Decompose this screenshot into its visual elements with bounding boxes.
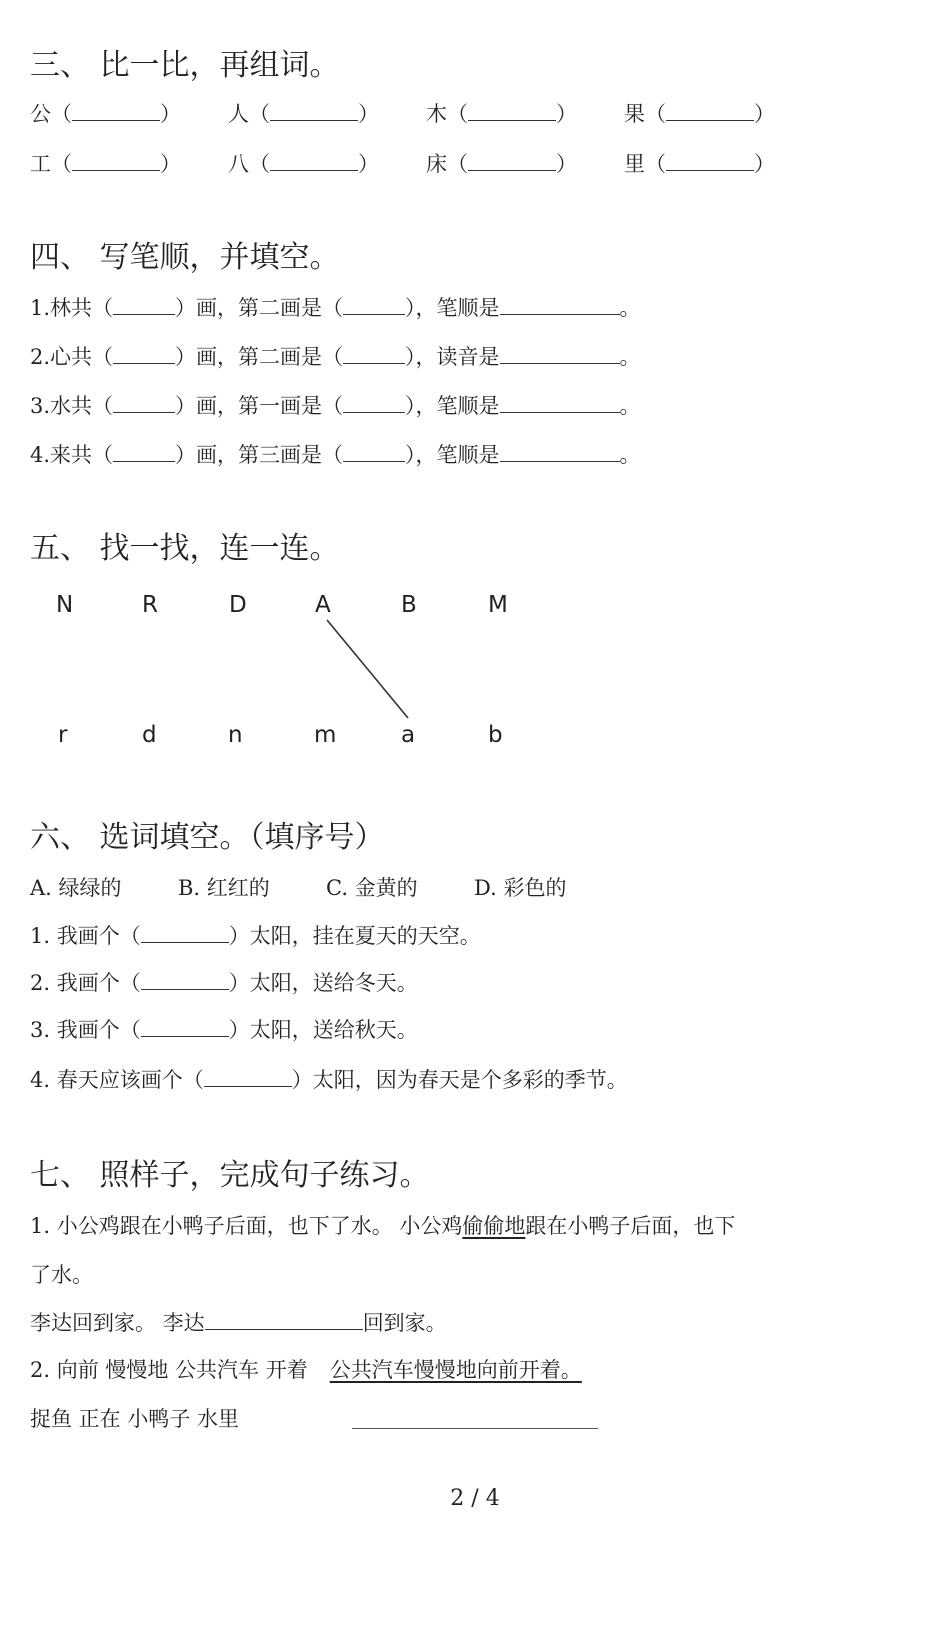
underlined-word: 偷偷地 [462, 1214, 526, 1238]
word-pair-item: 木（ ） [426, 102, 577, 126]
word-option: B. 红红的 [178, 876, 270, 900]
word-pair-item: 人（ ） [228, 102, 379, 126]
fill-question: 4. 春天应该画个（ ）太阳，因为春天是个多彩的季节。 [30, 1068, 628, 1092]
lowercase-letter[interactable]: a [401, 722, 416, 748]
word-option: A. 绿绿的 [30, 876, 122, 900]
uppercase-letter[interactable]: M [488, 592, 508, 618]
answer-line[interactable] [352, 1428, 598, 1429]
answer-blank[interactable] [205, 1309, 363, 1330]
stroke-question: 4.来共（ ）画，第三画是（ ），笔顺是 。 [30, 443, 641, 467]
word-pair-item: 床（ ） [426, 152, 577, 176]
practice-sentence-1: 李达回到家。 李达 回到家。 [30, 1311, 447, 1335]
stroke-question: 3.水共（ ）画，第一画是（ ），笔顺是 。 [30, 394, 641, 418]
lowercase-letter[interactable]: m [314, 722, 337, 748]
fill-question: 3. 我画个（ ）太阳，送给秋天。 [30, 1018, 418, 1042]
fill-question: 1. 我画个（ ）太阳，挂在夏天的天空。 [30, 924, 481, 948]
word-pair-item: 八（ ） [228, 152, 379, 176]
practice-sentence-2: 捉鱼 正在 小鸭子 水里 [30, 1407, 240, 1431]
fill-question: 2. 我画个（ ）太阳，送给冬天。 [30, 971, 418, 995]
page-number: 2 / 4 [450, 1486, 500, 1511]
word-pair-item: 工（ ） [30, 152, 181, 176]
section-6-title: 六、 选词填空。（填序号） [30, 820, 385, 855]
answer-blank[interactable] [204, 1066, 292, 1087]
uppercase-letter[interactable]: R [142, 592, 158, 618]
word-option: D. 彩色的 [474, 876, 567, 900]
word-pair-item: 公（ ） [30, 102, 181, 126]
word-option: C. 金黄的 [326, 876, 418, 900]
lowercase-letter[interactable]: b [488, 722, 503, 748]
uppercase-letter[interactable]: B [401, 592, 417, 618]
example-sentence-1: 1. 小公鸡跟在小鸭子后面，也下了水。 小公鸡偷偷地跟在小鸭子后面，也下 [30, 1214, 736, 1238]
example-sentence-1-cont: 了水。 [30, 1263, 93, 1287]
answer-blank[interactable] [141, 1016, 229, 1037]
word-pair-item: 果（ ） [624, 102, 775, 126]
section-7-title: 七、 照样子，完成句子练习。 [30, 1158, 430, 1193]
lowercase-letter[interactable]: d [142, 722, 157, 748]
uppercase-letter[interactable]: N [56, 592, 74, 618]
lowercase-letter[interactable]: n [228, 722, 243, 748]
section-4-title: 四、 写笔顺，并填空。 [30, 240, 340, 275]
stroke-question: 1.林共（ ）画，第二画是（ ），笔顺是 。 [30, 296, 641, 320]
answer-blank[interactable] [141, 969, 229, 990]
section-3-title: 三、 比一比，再组词。 [30, 48, 340, 83]
lowercase-letter[interactable]: r [58, 722, 68, 748]
uppercase-letter[interactable]: A [315, 592, 331, 618]
example-answer: 公共汽车慢慢地向前开着。 [329, 1358, 582, 1382]
answer-blank[interactable] [141, 922, 229, 943]
example-sentence-2: 2. 向前 慢慢地 公共汽车 开着 公共汽车慢慢地向前开着。 [30, 1358, 582, 1382]
section-5-title: 五、 找一找，连一连。 [30, 531, 340, 566]
word-pair-item: 里（ ） [624, 152, 775, 176]
uppercase-letter[interactable]: D [229, 592, 247, 618]
stroke-question: 2.心共（ ）画，第二画是（ ），读音是 。 [30, 345, 641, 369]
